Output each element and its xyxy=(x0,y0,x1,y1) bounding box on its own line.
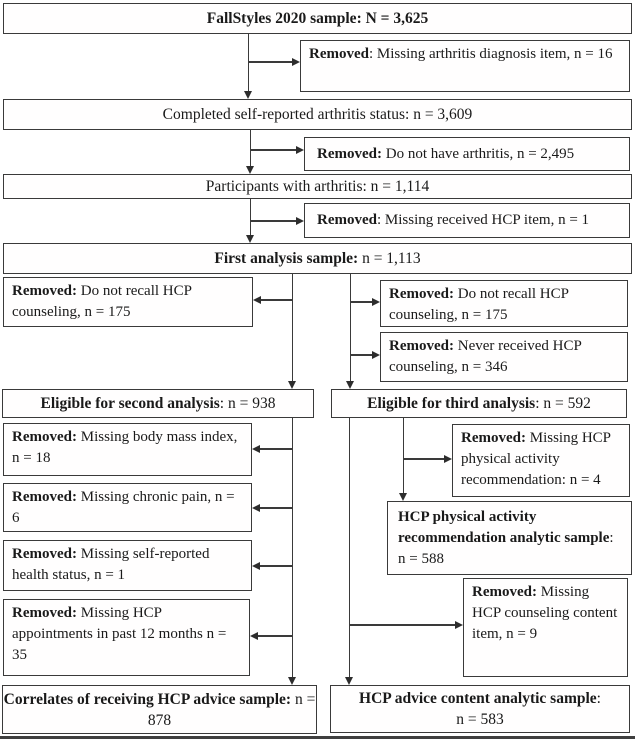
box-correlates-sample-text: Correlates of receiving HCP advice sample: n = 878 xyxy=(3,690,316,729)
branch-to-removed-never-received xyxy=(350,354,372,356)
arrowhead-left-icon xyxy=(252,562,260,570)
box-removed-pa-recommendation xyxy=(452,424,630,497)
box-completed-arthritis-status xyxy=(3,99,632,130)
box-removed-health-status xyxy=(3,540,252,591)
box-advice-content-sample-line1: HCP advice content analytic sample: xyxy=(359,690,601,707)
box-eligible-second-analysis xyxy=(2,389,314,418)
connector-d-to-eligible-third xyxy=(350,274,352,382)
box-removed-never-received-text: Removed: Never received HCP counseling, n = 346 xyxy=(389,338,582,375)
arrowhead-left-icon xyxy=(252,504,260,512)
box-removed-appointments xyxy=(3,599,250,676)
box-advice-content-sample xyxy=(330,685,630,733)
connector-c-to-d xyxy=(250,199,252,236)
arrowhead-right-icon xyxy=(292,58,300,66)
arrowhead-left-icon xyxy=(253,296,261,304)
arrowhead-down-icon xyxy=(345,677,353,685)
box-removed-chronic-pain-text: Removed: Missing chronic pain, n = 6 xyxy=(12,489,235,526)
box-removed-recall-right xyxy=(380,280,628,327)
connector-eligible-second-to-correlates xyxy=(292,418,294,678)
box-removed-pa-recommendation-text: Removed: Missing HCP physical activity recommendation: n = 4 xyxy=(461,430,611,488)
box-removed-appointments-text: Removed: Missing HCP appointments in past 12 months n = 35 xyxy=(12,605,227,663)
arrowhead-left-icon xyxy=(252,445,260,453)
box-removed-body-mass-index-text: Removed: Missing body mass index, n = 18 xyxy=(12,429,238,466)
box-first-analysis-sample-text: First analysis sample: n = 1,113 xyxy=(214,250,421,267)
branch-to-removed-arthritis-item xyxy=(248,61,292,63)
box-completed-arthritis-status-text: Completed self-reported arthritis status: n = 3,609 xyxy=(162,106,473,123)
box-removed-health-status-text: Removed: Missing self-reported health status, n = 1 xyxy=(12,546,210,583)
arrowhead-down-icon xyxy=(246,166,254,174)
arrowhead-right-icon xyxy=(455,621,463,629)
branch-to-removed-missing-hcp-item xyxy=(250,220,296,222)
box-eligible-third-analysis xyxy=(331,389,627,418)
connector-eligible-third-to-pa-sample xyxy=(403,418,405,494)
arrowhead-down-icon xyxy=(246,235,254,243)
box-hcp-pa-analytic-sample xyxy=(387,501,632,575)
box-removed-arthritis-diagnosis-item-text: Removed: Missing arthritis diagnosis item, n = 16 xyxy=(309,46,613,62)
box-fallstyles-sample-text: FallStyles 2020 sample: N = 3,625 xyxy=(206,10,429,27)
box-participants-with-arthritis xyxy=(3,174,632,199)
box-removed-arthritis-diagnosis-item xyxy=(300,40,630,92)
branch-to-removed-health-status xyxy=(260,565,292,567)
box-removed-recall-right-text: Removed: Do not recall HCP counseling, n = 175 xyxy=(389,286,569,323)
box-eligible-second-analysis-text: Eligible for second analysis: n = 938 xyxy=(40,395,276,412)
box-removed-missing-hcp-item-text: Removed: Missing received HCP item, n = 1 xyxy=(317,212,590,228)
box-eligible-third-analysis-text: Eligible for third analysis: n = 592 xyxy=(367,395,591,412)
branch-to-removed-chronic-pain xyxy=(260,507,292,509)
arrowhead-right-icon xyxy=(372,351,380,359)
box-removed-missing-hcp-item xyxy=(304,203,630,238)
branch-to-removed-appointments xyxy=(258,635,292,637)
arrowhead-right-icon xyxy=(372,298,380,306)
box-removed-recall-left-text: Removed: Do not recall HCP counseling, n = 175 xyxy=(12,283,192,320)
arrowhead-right-icon xyxy=(296,217,304,225)
box-removed-counseling-content xyxy=(463,578,628,677)
box-correlates-sample xyxy=(2,685,317,734)
branch-to-removed-recall-left xyxy=(261,299,292,301)
box-removed-chronic-pain xyxy=(3,483,252,532)
arrowhead-left-icon xyxy=(250,632,258,640)
box-participants-with-arthritis-text: Participants with arthritis: n = 1,114 xyxy=(205,178,430,195)
arrowhead-down-icon xyxy=(399,493,407,501)
arrowhead-right-icon xyxy=(296,146,304,154)
connector-eligible-third-to-content-sample xyxy=(349,418,351,678)
box-removed-recall-left xyxy=(3,277,253,327)
connector-d-to-eligible-second xyxy=(292,274,294,382)
box-removed-no-arthritis xyxy=(304,137,630,171)
arrowhead-down-icon xyxy=(288,381,296,389)
branch-to-removed-pa-recommendation xyxy=(403,458,444,460)
connector-a-to-b xyxy=(248,34,250,91)
arrowhead-down-icon xyxy=(288,677,296,685)
box-removed-no-arthritis-text: Removed: Do not have arthritis, n = 2,495 xyxy=(317,145,575,162)
arrowhead-down-icon xyxy=(346,381,354,389)
branch-to-removed-bmi xyxy=(260,448,292,450)
box-removed-never-received xyxy=(380,332,628,382)
box-removed-counseling-content-text: Removed: Missing HCP counseling content item, n = 9 xyxy=(472,584,618,642)
box-first-analysis-sample xyxy=(3,243,632,274)
branch-to-removed-recall-right xyxy=(350,301,372,303)
branch-to-removed-no-arthritis xyxy=(250,149,296,151)
branch-to-removed-counseling-content xyxy=(349,624,455,626)
arrowhead-down-icon xyxy=(244,91,252,99)
box-fallstyles-sample xyxy=(3,3,632,34)
box-removed-body-mass-index xyxy=(3,423,252,476)
box-advice-content-sample-line2: n = 583 xyxy=(456,711,504,728)
arrowhead-right-icon xyxy=(444,455,452,463)
box-hcp-pa-analytic-sample-text: HCP physical activity recommendation analytic sample: n = 588 xyxy=(398,509,614,567)
